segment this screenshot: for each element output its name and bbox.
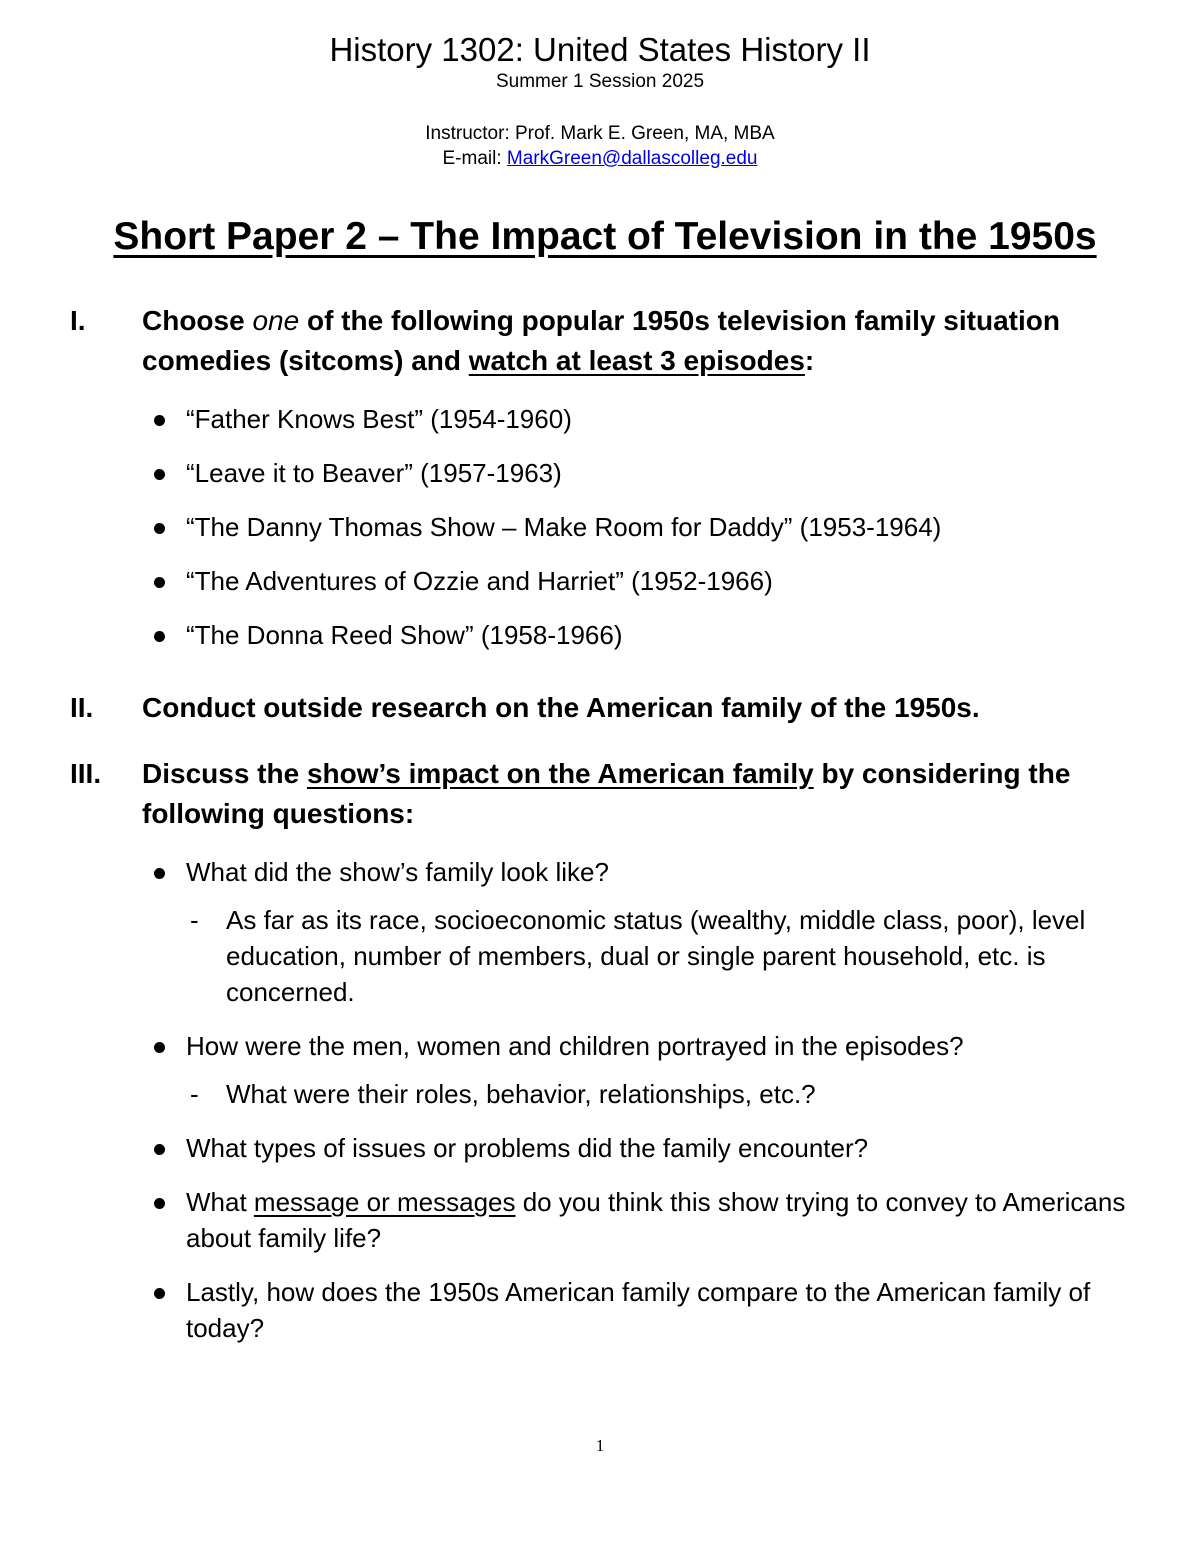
show-title: “The Donna Reed Show” (1958-1966)	[186, 620, 623, 650]
question-text: do you think this show trying to convey to Americans about family life?	[186, 1187, 1126, 1253]
bullet-icon	[154, 469, 165, 480]
list-item	[154, 455, 1154, 491]
list-item	[154, 1184, 1154, 1256]
bullet-icon	[154, 1144, 165, 1155]
list-item	[154, 1028, 1154, 1064]
bullet-icon	[154, 1042, 165, 1053]
show-title: “Leave it to Beaver” (1957-1963)	[186, 458, 562, 488]
list-item	[154, 617, 1154, 653]
heading-text: of the following popular 1950s television family situation comedies (sitcoms) and	[142, 305, 1060, 376]
question-text: What did the show’s family look like?	[186, 857, 609, 887]
section-3-numeral: III.	[70, 758, 102, 789]
section-3-heading	[142, 754, 1142, 834]
section-2-numeral: II.	[70, 692, 94, 723]
question-text: What	[186, 1187, 254, 1217]
section-2-heading: Conduct outside research on the American family of the 1950s.	[142, 692, 980, 723]
heading-text: Discuss the	[142, 758, 307, 789]
bullet-icon	[154, 1288, 165, 1299]
show-list	[154, 401, 1154, 653]
course-title: History 1302: United States History II	[329, 31, 871, 68]
section-1	[70, 301, 1150, 681]
sub-item	[154, 1076, 1154, 1112]
heading-text: by considering the following questions:	[142, 758, 1071, 829]
question-text: How were the men, women and children portrayed in the episodes?	[186, 1031, 964, 1061]
show-title: “The Danny Thomas Show – Make Room for Daddy” (1953-1964)	[186, 512, 942, 542]
heading-text: :	[804, 345, 815, 376]
section-1-numeral: I.	[70, 305, 86, 336]
dash-icon: -	[190, 905, 199, 935]
session-line: Summer 1 Session 2025	[495, 71, 705, 92]
email-link[interactable]: MarkGreen@dallascolleg.edu	[506, 148, 758, 169]
bullet-icon	[154, 523, 165, 534]
question-text: Lastly, how does the 1950s American family compare to the American family of today?	[186, 1277, 1091, 1343]
sub-item-text: As far as its race, socioeconomic status (wealthy, middle class, poor), level education, number of members, dual or single parent household, etc. is concerned.	[226, 905, 1086, 1007]
heading-emphasis: one	[252, 305, 300, 336]
list-item	[154, 509, 1154, 545]
bullet-icon	[154, 631, 165, 642]
instructor-line: Instructor: Prof. Mark E. Green, MA, MBA	[425, 123, 775, 144]
show-title: “The Adventures of Ozzie and Harriet” (1952-1966)	[186, 566, 773, 596]
dash-icon: -	[190, 1079, 199, 1109]
question-underlined: message or messages	[253, 1187, 516, 1217]
sub-item-text: What were their roles, behavior, relationships, etc.?	[226, 1079, 816, 1109]
section-1-heading	[142, 301, 1142, 381]
question-text: What types of issues or problems did the family encounter?	[186, 1133, 869, 1163]
bullet-icon	[154, 415, 165, 426]
list-item	[154, 401, 1154, 437]
page-number: 1	[595, 1436, 605, 1455]
list-item	[154, 1130, 1154, 1166]
list-item	[154, 1274, 1154, 1346]
heading-underlined: watch at least 3 episodes	[468, 345, 805, 376]
list-item	[154, 854, 1154, 890]
sub-item	[154, 902, 1154, 1010]
paper-title: Short Paper 2 – The Impact of Television in the 1950s	[113, 215, 1097, 258]
section-3	[70, 754, 1150, 1394]
bullet-icon	[154, 1198, 165, 1209]
list-item	[154, 563, 1154, 599]
question-list	[154, 854, 1154, 1346]
email-line	[0, 147, 1200, 171]
bullet-icon	[154, 577, 165, 588]
show-title: “Father Knows Best” (1954-1960)	[186, 404, 572, 434]
bullet-icon	[154, 868, 165, 879]
heading-text: Choose	[142, 305, 253, 336]
section-2	[70, 688, 1150, 728]
email-label: E-mail:	[442, 148, 507, 169]
heading-underlined: show’s impact on the American family	[306, 758, 814, 789]
